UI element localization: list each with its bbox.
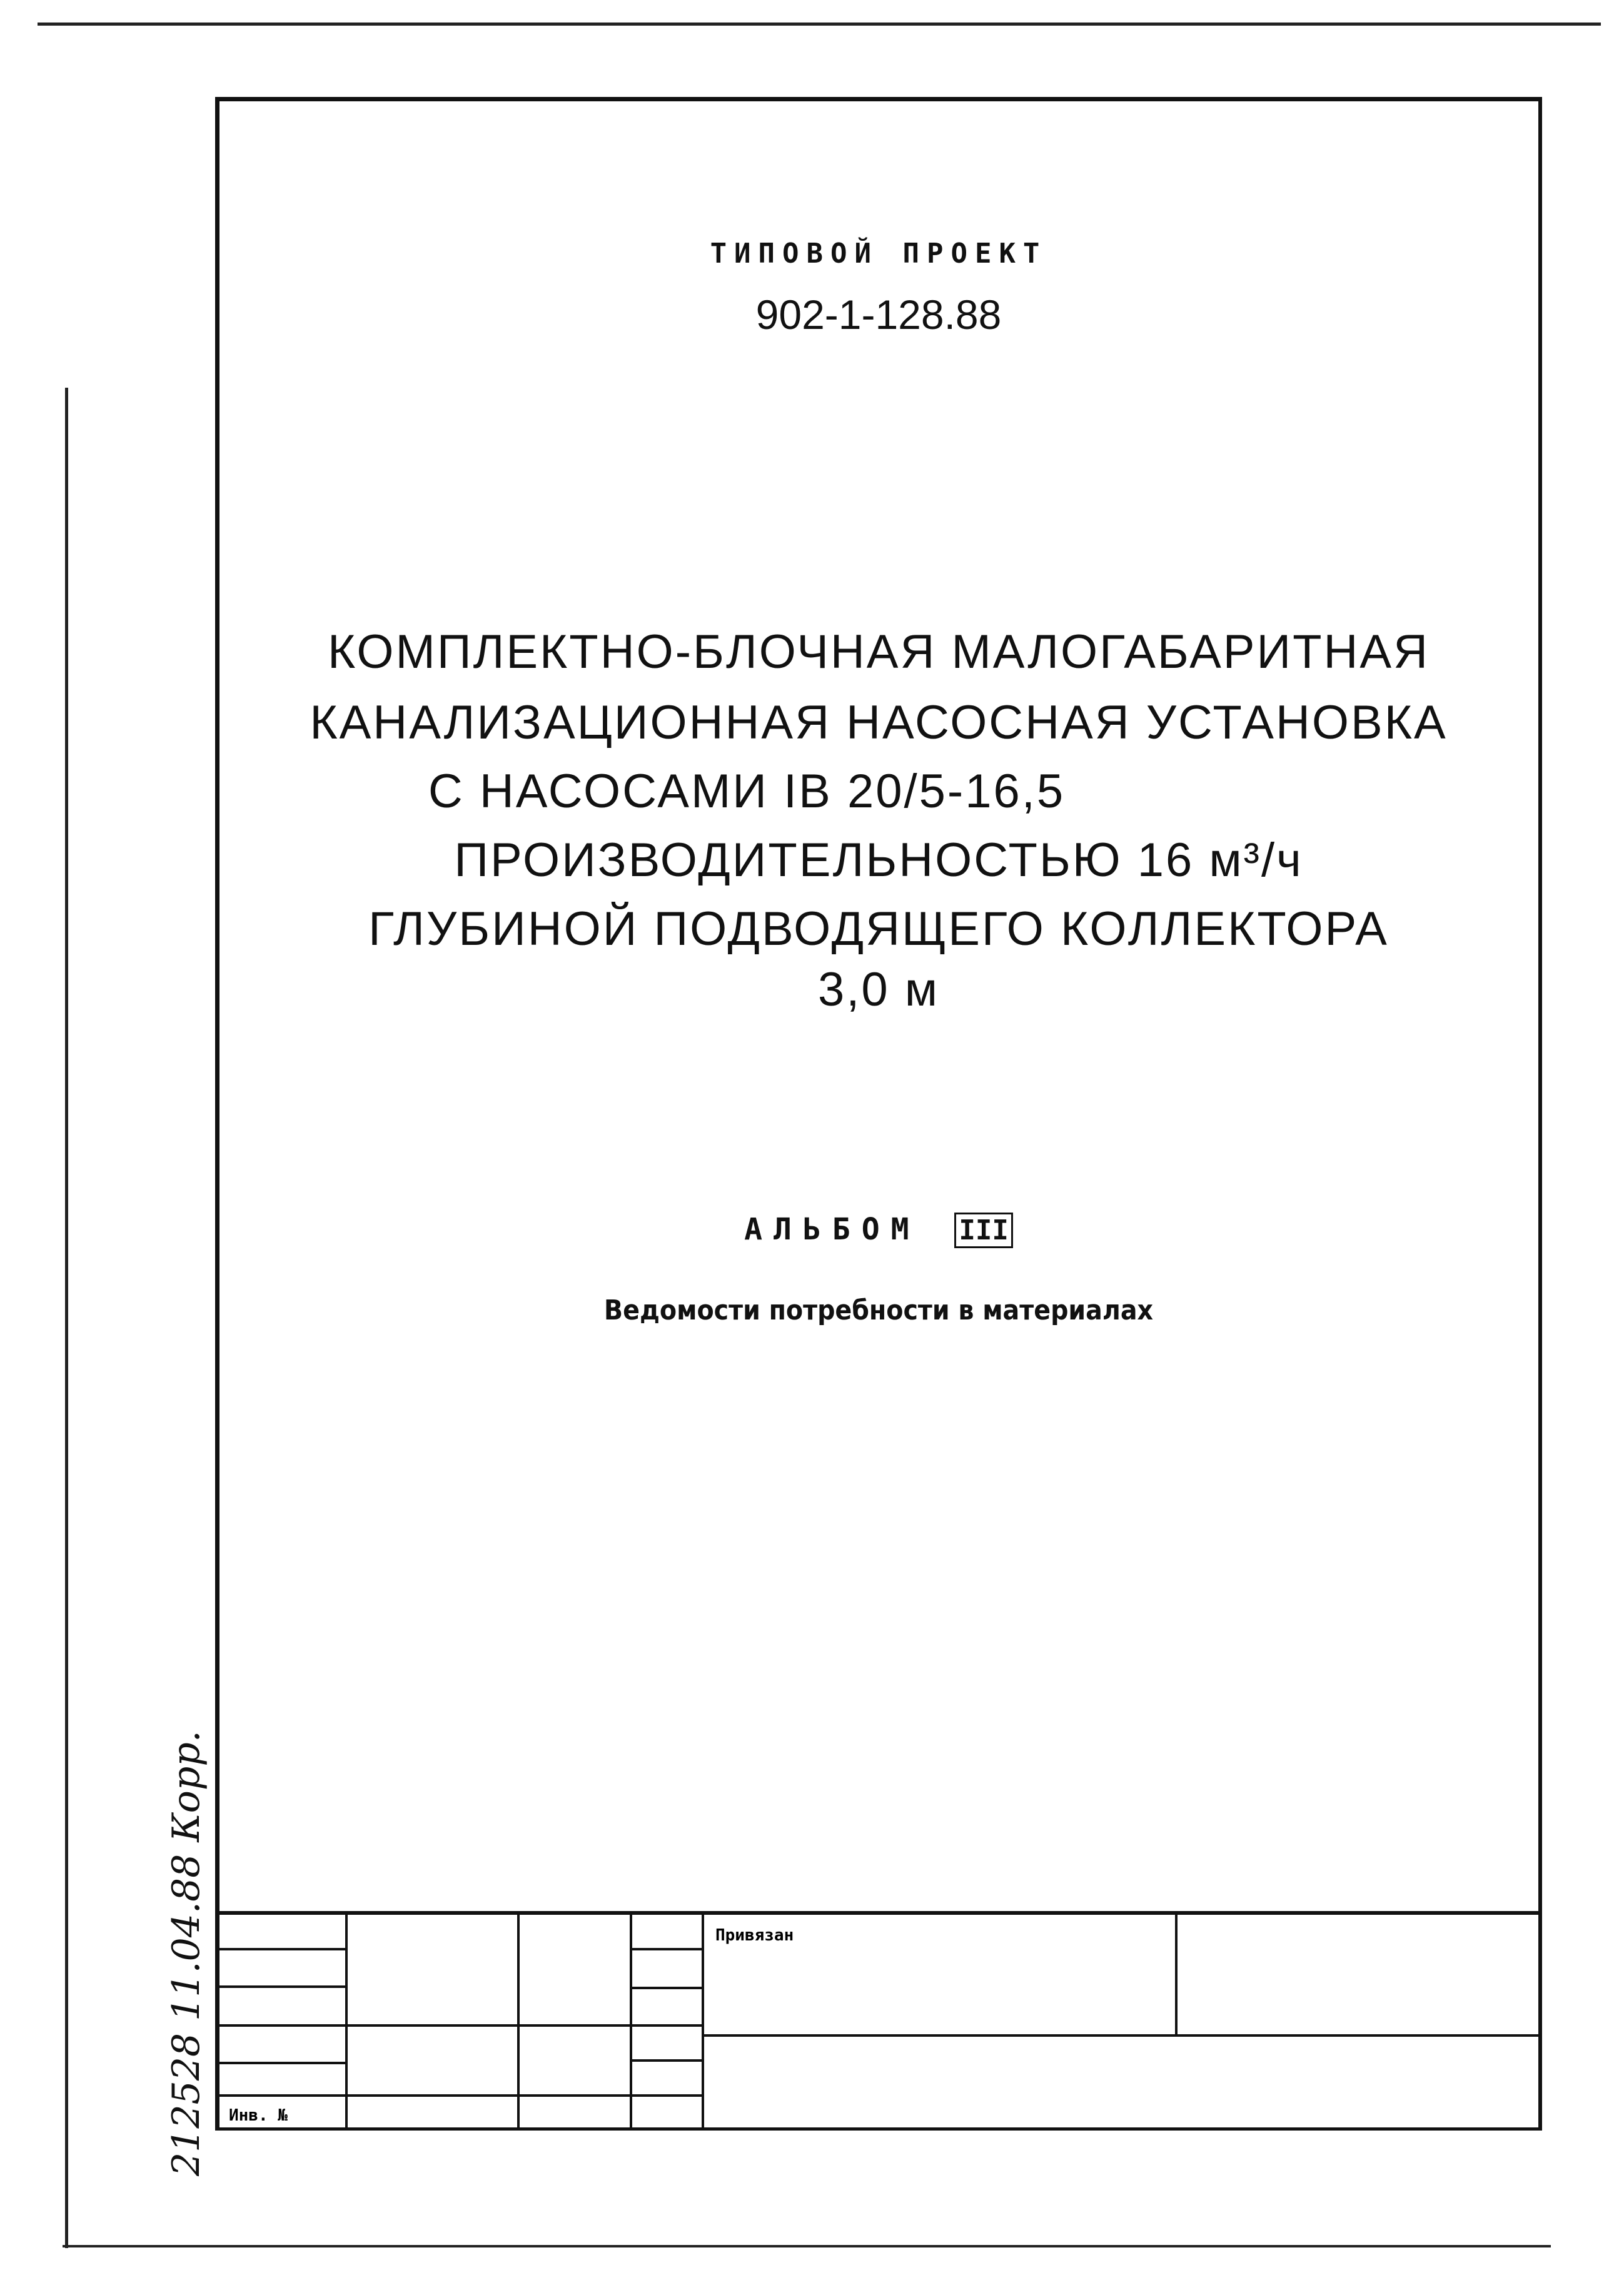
album-number: III bbox=[954, 1213, 1012, 1248]
title-line-1: КОМПЛЕКТНО-БЛОЧНАЯ МАЛОГАБАРИТНАЯ bbox=[328, 625, 1430, 678]
album-label: АЛЬБОМ bbox=[744, 1212, 920, 1247]
inventory-label: Инв. № bbox=[229, 2106, 288, 2125]
bottom-rule bbox=[63, 2245, 1551, 2247]
title-line-3: С НАСОСАМИ IВ 20/5-16,5 bbox=[428, 765, 1066, 818]
linked-label: Привязан bbox=[715, 1926, 794, 1945]
top-rule bbox=[38, 23, 1601, 26]
stamp-grid bbox=[215, 1910, 1542, 2131]
title-line-2: КАНАЛИЗАЦИОННАЯ НАСОСНАЯ УСТАНОВКА bbox=[310, 696, 1448, 749]
title-line-6: 3,0 м bbox=[817, 963, 939, 1016]
drawing-frame bbox=[215, 97, 1542, 2131]
left-margin-rule bbox=[65, 388, 68, 2248]
title-stamp-table bbox=[215, 1910, 1542, 2131]
album-subtitle: Ведомости потребности в материалах bbox=[603, 1294, 1154, 1326]
title-line-4: ПРОИЗВОДИТЕЛЬНОСТЬЮ 16 м³/ч bbox=[454, 834, 1303, 887]
handwritten-note-svg bbox=[111, 1563, 236, 2189]
series-label: ТИПОВОЙ ПРОЕКТ bbox=[710, 238, 1047, 270]
project-number: 902-1-128.88 bbox=[755, 291, 1002, 338]
handwritten-note-text: 212528 11.04.88 Корр. bbox=[164, 1730, 208, 2176]
handwritten-note bbox=[111, 1563, 236, 2189]
album-heading bbox=[215, 1212, 1542, 1248]
title-line-5: ГЛУБИНОЙ ПОДВОДЯЩЕГО КОЛЛЕКТОРА bbox=[368, 902, 1389, 956]
